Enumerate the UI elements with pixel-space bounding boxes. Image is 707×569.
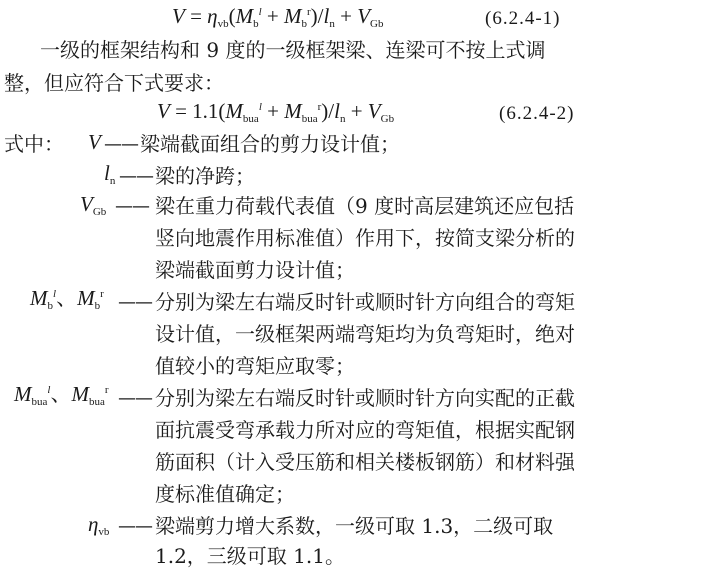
definition-dash: —— — [104, 134, 138, 155]
equation-2: $V = 1.1(M_{bua}^l + M_{bua}^r)/l_n + V_{Gb}$ — [157, 99, 395, 125]
definition-dash: —— — [115, 196, 149, 217]
definition-VGb-line-1: 梁在重力荷载代表值（9 度时高层建筑还应包括 — [155, 194, 575, 218]
where-label: 式中： — [4, 132, 64, 156]
definition-dash: —— — [119, 166, 153, 187]
definition-dash: —— — [118, 388, 152, 409]
definition-Mbua-line-2: 面抗震受弯承载力所对应的弯矩值，根据实配钢 — [155, 418, 575, 442]
definition-ln: 梁的净跨； — [155, 164, 255, 188]
definition-Mbua-line-4: 度标准值确定； — [155, 482, 295, 506]
definition-VGb-line-3: 梁端截面剪力设计值； — [155, 258, 355, 282]
symbol-eta-vb: $\eta_{vb}$ — [88, 512, 110, 538]
definition-Mb-line-1: 分别为梁左右端反时针或顺时针方向组合的弯矩 — [155, 290, 575, 314]
symbol-ln: $l_n$ — [104, 161, 116, 187]
symbol-VGb: $V_{Gb}$ — [80, 192, 107, 218]
definition-Mbua-line-3: 筋面积（计入受压筋和相关楼板钢筋）和材料强 — [155, 450, 575, 474]
definition-eta-line-2: 1.2，三级可取 1.1。 — [155, 544, 345, 568]
symbol-Mb: $M_b^l$、$M_b^r$ — [30, 286, 104, 312]
definition-dash: —— — [118, 516, 152, 537]
paragraph-line-2: 整，但应符合下式要求： — [4, 71, 224, 95]
definition-Mbua-line-1: 分别为梁左右端反时针或顺时针方向实配的正截 — [155, 386, 575, 410]
equation-1-number: (6.2.4-1) — [485, 8, 561, 29]
definition-Mb-line-3: 值较小的弯矩应取零； — [155, 354, 355, 378]
symbol-Mbua: $M_{bua}^l$、$M_{bua}^r$ — [14, 382, 109, 408]
paragraph-line-1: 一级的框架结构和 9 度的一级框架梁、连梁可不按上式调 — [40, 38, 546, 62]
definition-dash: —— — [118, 292, 152, 313]
definition-eta-line-1: 梁端剪力增大系数，一级可取 1.3，二级可取 — [155, 514, 554, 538]
equation-1: $V = \eta_{vb}(M_b^l + M_b^r)/l_n + V_{Gb}$ — [172, 4, 384, 30]
symbol-V: V — [88, 130, 101, 154]
equation-2-number: (6.2.4-2) — [499, 103, 575, 124]
definition-V: 梁端截面组合的剪力设计值； — [140, 132, 400, 156]
definition-Mb-line-2: 设计值，一级框架两端弯矩均为负弯矩时，绝对 — [155, 322, 575, 346]
definition-VGb-line-2: 竖向地震作用标准值）作用下，按简支梁分析的 — [155, 226, 575, 250]
